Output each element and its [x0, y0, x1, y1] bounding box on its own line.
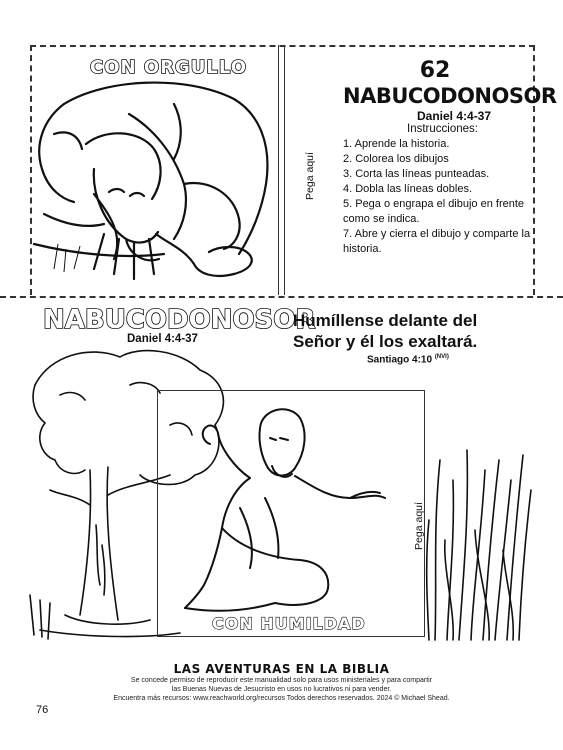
instruction-item: 2. Colorea los dibujos	[343, 153, 449, 165]
footer-line: Encuentra más recursos: www.reachworld.org/recursos Todos derechos reservados. 2024 © Michael Shead.	[113, 695, 450, 702]
brand-logo-text: LAS AVENTURAS EN LA BIBLIA	[173, 662, 390, 676]
instruction-item: 1. Aprende la historia.	[343, 138, 450, 150]
verse-reference-text: Santiago 4:10	[367, 354, 433, 366]
instruction-item: 3. Corta las líneas punteadas.	[343, 168, 490, 180]
bubble-title-nabucodonosor: NABUCODONOSOR	[43, 305, 316, 335]
instruction-item: 4. Dobla las líneas dobles.	[343, 183, 473, 195]
grass-illustration	[425, 440, 535, 640]
king-bowing-illustration	[34, 74, 276, 284]
cut-line-middle	[0, 296, 563, 298]
cut-line-left	[30, 45, 32, 295]
kneeling-king-illustration	[180, 398, 390, 618]
memory-verse	[293, 310, 477, 352]
paste-here-label-bottom: Pega aquí	[412, 502, 425, 550]
bubble-label-humility: CON HUMILDAD	[212, 614, 366, 633]
bubble-label-pride: CON ORGULLO	[90, 57, 247, 78]
paste-here-label-top: Pega aquí	[303, 152, 316, 200]
verse-reference	[367, 354, 449, 365]
instruction-item: 5. Pega o engrapa el dibujo en frente como se indica.	[343, 198, 525, 225]
memory-verse-line: Señor y él los exaltará.	[293, 332, 478, 351]
lesson-title: NABUCODONOSOR	[343, 84, 557, 108]
instructions-list	[343, 137, 535, 257]
page-number: 76	[36, 704, 49, 716]
lesson-reference: Daniel 4:4-37	[417, 109, 492, 123]
verse-version: (NVI)	[434, 354, 449, 360]
bottom-reference: Daniel 4:4-37	[127, 333, 198, 345]
cut-line-top	[30, 45, 535, 47]
fold-line-top-2	[284, 45, 285, 295]
fold-line-top-1	[278, 45, 279, 295]
footer-line: las Buenas Nuevas de Jesucristo en usos no lucrativos ni para vender.	[171, 686, 392, 693]
memory-verse-line: Humíllense delante del	[293, 311, 478, 330]
footer-line: Se concede permiso de reproducir este manualidad solo para usos ministeriales y para compartir	[130, 677, 433, 684]
footer-copyright	[0, 676, 563, 703]
footer-brand	[0, 661, 563, 676]
lesson-number: 62	[419, 58, 451, 83]
instruction-item: 7. Abre y cierra el dibujo y comparte la historia.	[343, 228, 531, 255]
instructions-heading: Instrucciones:	[407, 123, 478, 135]
